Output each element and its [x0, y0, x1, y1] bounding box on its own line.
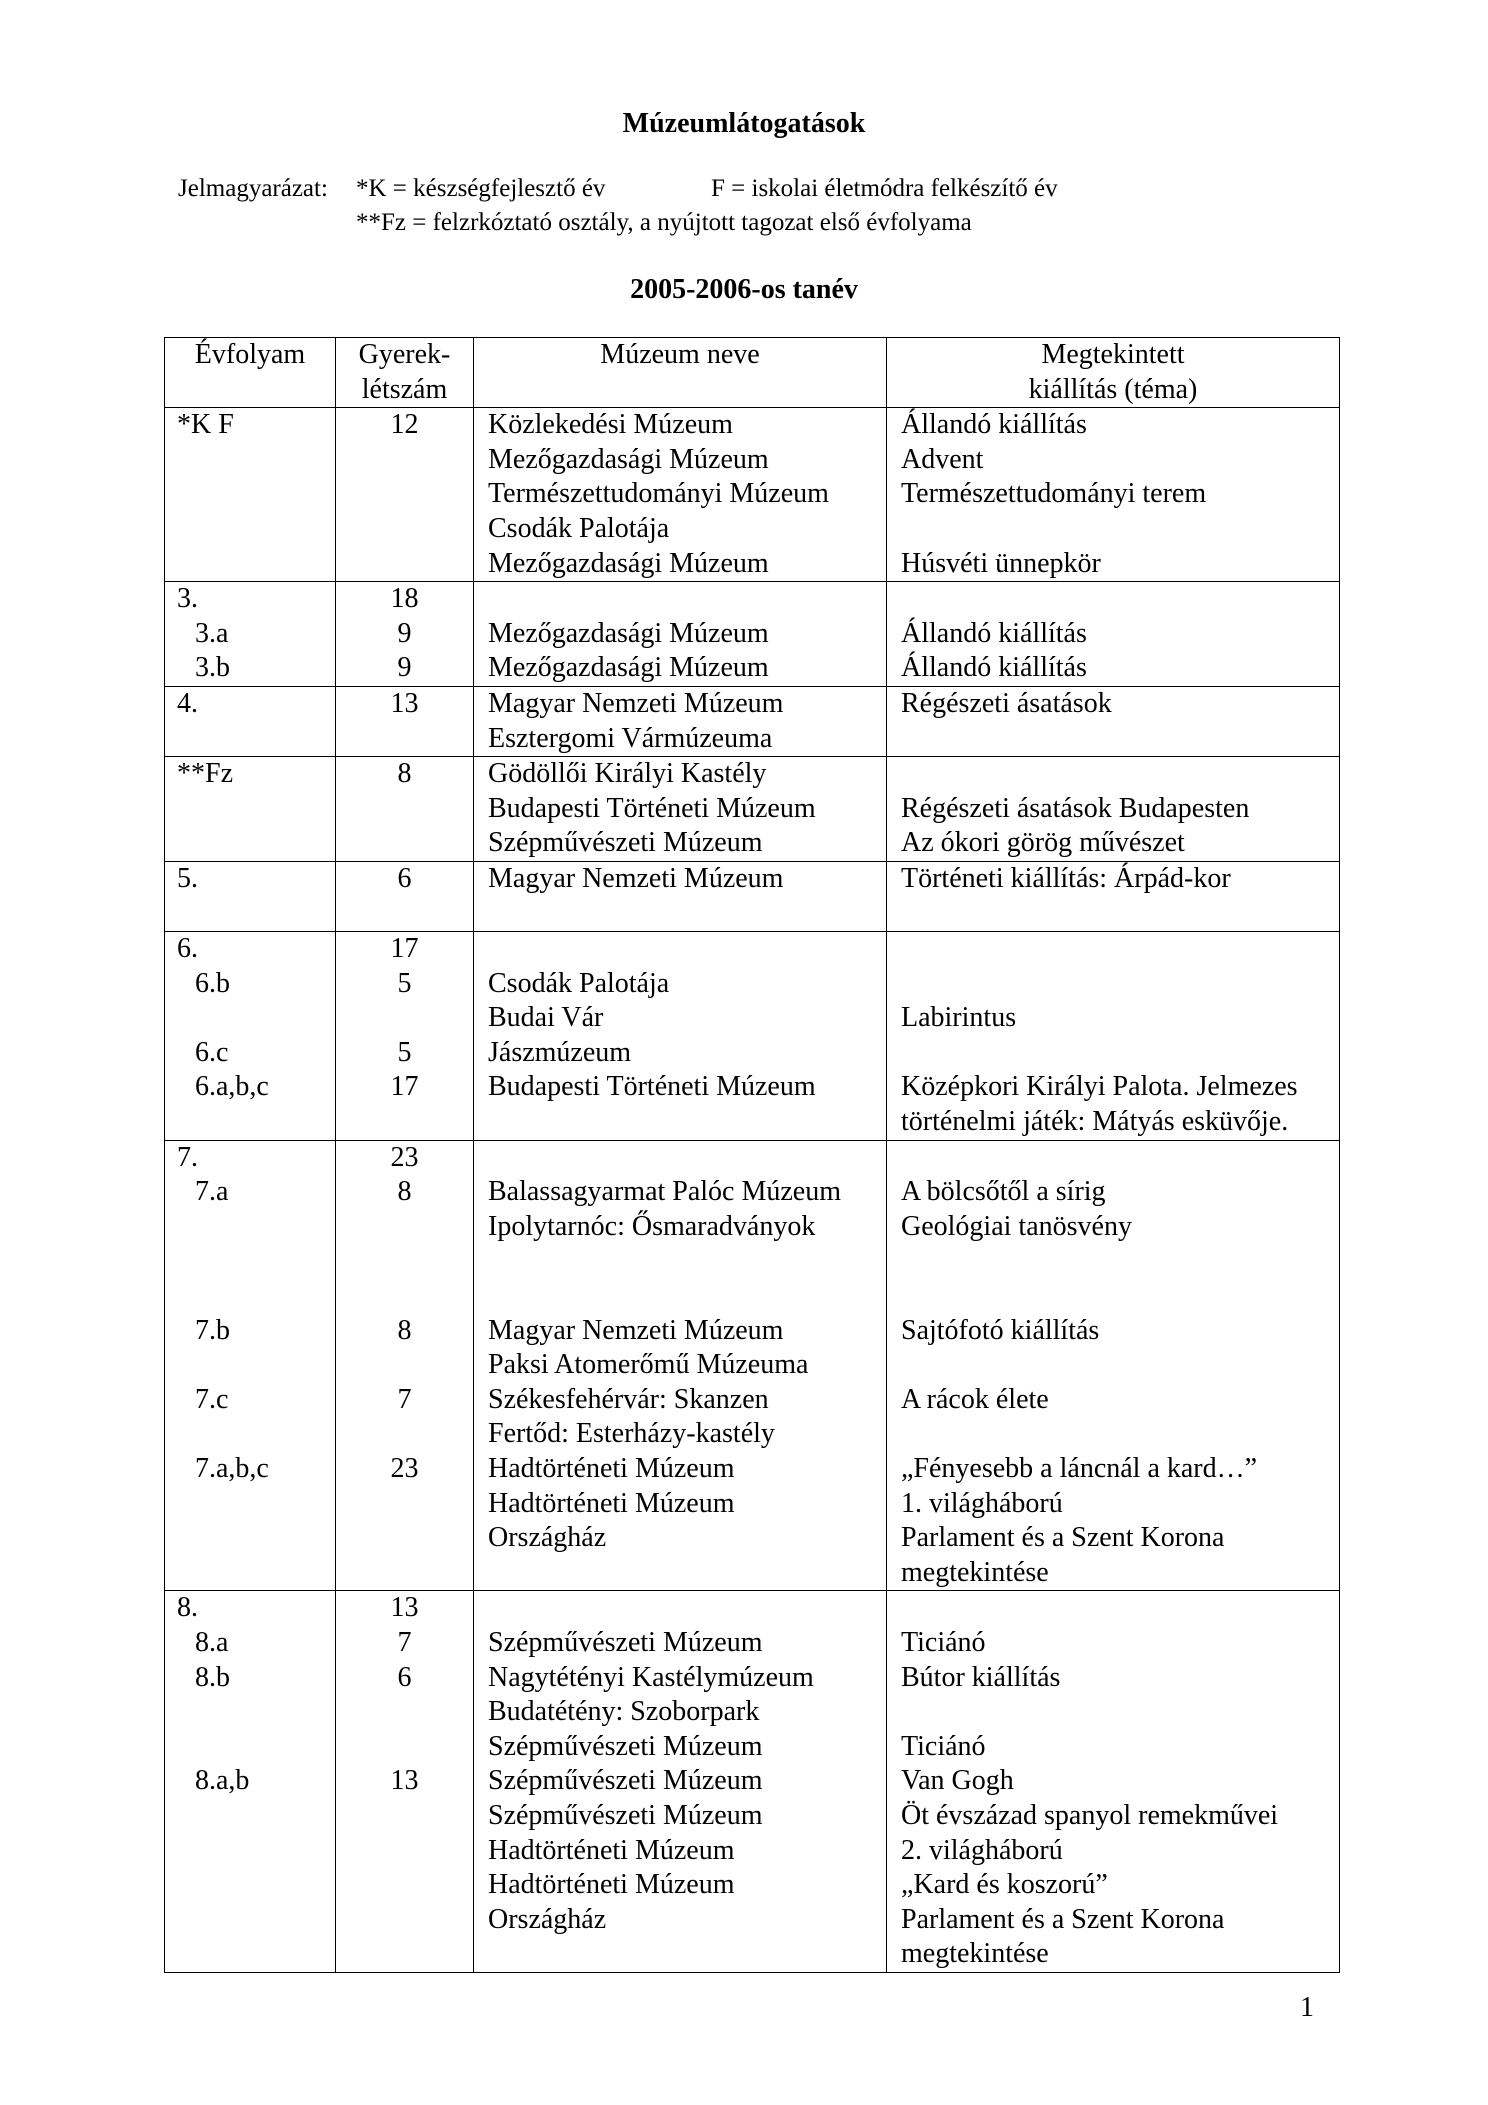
cell-line: [336, 1279, 473, 1314]
exhibition-cell: [887, 757, 1340, 862]
cell-line: [887, 932, 1339, 967]
cell-line: A bölcsőtől a sírig: [901, 1176, 1106, 1208]
cell-line: Hadtörténeti Múzeum: [488, 1834, 735, 1866]
cell-line: [336, 1695, 473, 1730]
cell-line: [336, 1348, 473, 1383]
cell-line: 13: [390, 1765, 419, 1797]
cell-line: Geológiai tanösvény: [901, 1210, 1132, 1242]
cell-line: „Kard és koszorú”: [901, 1869, 1108, 1901]
cell-line: [336, 477, 473, 512]
cell-line: Parlament és a Szent Korona: [901, 1522, 1225, 1554]
cell-line: Magyar Nemzeti Múzeum: [488, 1314, 784, 1346]
cell-line: 8: [397, 1176, 412, 1208]
cell-line: 9: [397, 652, 412, 684]
museum-cell: [474, 1591, 887, 1973]
cell-line: [336, 792, 473, 827]
cell-line: megtekintése: [901, 1938, 1049, 1970]
cell-line: [887, 1141, 1339, 1176]
count-cell: [336, 1140, 474, 1591]
cell-line: [474, 1141, 886, 1176]
cell-line: [165, 1799, 335, 1834]
cell-line: [336, 512, 473, 547]
cell-line: Régészeti ásatások Budapesten: [901, 792, 1250, 824]
cell-line: Budai Vár: [488, 1002, 604, 1034]
cell-line: Labirintus: [901, 1002, 1017, 1034]
cell-line: Advent: [901, 443, 984, 475]
cell-line: [336, 1417, 473, 1452]
cell-line: Balassagyarmat Palóc Múzeum: [488, 1176, 842, 1208]
cell-line: [165, 512, 335, 547]
cell-line: [887, 1036, 1339, 1071]
cell-line: Budapesti Történeti Múzeum: [488, 792, 816, 824]
cell-line: [336, 1210, 473, 1245]
museum-cell: [474, 861, 887, 931]
cell-line: Országház: [488, 1522, 607, 1554]
cell-line: [336, 1244, 473, 1279]
cell-line: [336, 1799, 473, 1834]
exhibition-cell: [887, 408, 1340, 582]
cell-line: 8.a: [195, 1626, 229, 1658]
cell-line: [165, 547, 335, 582]
cell-line: Ticiánó: [901, 1626, 986, 1658]
grade-cell: [165, 932, 336, 1141]
cell-line: [887, 897, 1339, 932]
cell-line: [336, 1001, 473, 1036]
cell-line: Magyar Nemzeti Múzeum: [488, 687, 784, 719]
cell-line: [474, 1591, 886, 1626]
grade-cell: [165, 582, 336, 687]
cell-line: [474, 1556, 886, 1591]
cell-line: 7.b: [195, 1314, 230, 1346]
cell-line: [165, 826, 335, 861]
cell-line: 8.b: [195, 1661, 230, 1693]
cell-line: [165, 1417, 335, 1452]
legend-f: F = iskolai életmódra felkészítő év: [711, 175, 1058, 202]
cell-line: [887, 1244, 1339, 1279]
cell-line: Ipolytarnóc: Ősmaradványok: [488, 1210, 816, 1242]
cell-line: [887, 1279, 1339, 1314]
cell-line: Csodák Palotája: [488, 512, 670, 544]
cell-line: 8: [397, 758, 412, 790]
cell-line: 6.a,b,c: [195, 1071, 269, 1103]
count-cell: [336, 582, 474, 687]
grade-cell: [165, 686, 336, 756]
cell-line: Bútor kiállítás: [901, 1661, 1061, 1693]
cell-line: [474, 932, 886, 967]
cell-line: Jászmúzeum: [488, 1036, 632, 1068]
cell-line: Természettudományi Múzeum: [488, 478, 829, 510]
cell-line: [474, 1105, 886, 1140]
cell-line: Székesfehérvár: Skanzen: [488, 1383, 769, 1415]
cell-line: [165, 1210, 335, 1245]
cell-line: Történeti kiállítás: Árpád-kor: [901, 862, 1231, 894]
grade-cell: [165, 1591, 336, 1973]
cell-line: Van Gogh: [901, 1765, 1014, 1797]
cell-line: [336, 1105, 473, 1140]
cell-line: [887, 582, 1339, 617]
exhibition-cell: [887, 861, 1340, 931]
table-body: [165, 408, 1340, 1973]
grade-cell: [165, 757, 336, 862]
grade-cell: [165, 861, 336, 931]
cell-line: [165, 1937, 335, 1972]
cell-line: [165, 1244, 335, 1279]
cell-line: Az ókori görög művészet: [901, 827, 1185, 859]
cell-line: Sajtófotó kiállítás: [901, 1314, 1100, 1346]
cell-line: Régészeti ásatások: [901, 687, 1112, 719]
cell-line: [165, 792, 335, 827]
legend-fz: **Fz = felzrkóztató osztály, a nyújtott tagozat első évfolyama: [356, 209, 972, 236]
cell-line: [165, 1105, 335, 1140]
cell-line: [887, 757, 1339, 792]
cell-line: [887, 1348, 1339, 1383]
cell-line: Közlekedési Múzeum: [488, 409, 733, 441]
cell-line: Hadtörténeti Múzeum: [488, 1869, 735, 1901]
cell-line: Hadtörténeti Múzeum: [488, 1487, 735, 1519]
cell-line: A rácok élete: [901, 1383, 1049, 1415]
museum-cell: [474, 1140, 887, 1591]
cell-line: 5: [397, 967, 412, 999]
header-exhibition: Megtekintett kiállítás (téma): [887, 338, 1340, 408]
table-row: [165, 686, 1340, 756]
cell-line: 7: [397, 1383, 412, 1415]
museum-cell: [474, 686, 887, 756]
table-row: [165, 1140, 1340, 1591]
cell-line: [336, 1521, 473, 1556]
exhibition-cell: [887, 1591, 1340, 1973]
cell-line: 6: [397, 1661, 412, 1693]
count-cell: [336, 686, 474, 756]
cell-line: Szépművészeti Múzeum: [488, 1730, 763, 1762]
table-row: [165, 932, 1340, 1141]
cell-line: [165, 1730, 335, 1765]
cell-line: [336, 722, 473, 757]
count-cell: [336, 408, 474, 582]
table-row: [165, 582, 1340, 687]
cell-line: Mezőgazdasági Múzeum: [488, 617, 769, 649]
cell-line: [887, 967, 1339, 1002]
museum-cell: [474, 932, 887, 1141]
cell-line: 5: [397, 1036, 412, 1068]
cell-line: 3.b: [195, 652, 230, 684]
exhibition-cell: [887, 582, 1340, 687]
cell-line: [887, 1591, 1339, 1626]
cell-line: [336, 443, 473, 478]
exhibition-cell: [887, 686, 1340, 756]
cell-line: történelmi játék: Mátyás esküvője.: [901, 1106, 1289, 1138]
cell-line: 7.a: [195, 1176, 229, 1208]
exhibition-cell: [887, 932, 1340, 1141]
header-count: Gyerek- létszám: [336, 338, 474, 408]
cell-line: 1. világháború: [901, 1487, 1063, 1519]
table-row: [165, 757, 1340, 862]
cell-line: 3.: [177, 583, 198, 615]
cell-line: 23: [390, 1141, 419, 1173]
page-title: Múzeumlátogatások: [622, 108, 866, 139]
exhibition-cell: [887, 1140, 1340, 1591]
cell-line: [887, 512, 1339, 547]
cell-line: „Fényesebb a láncnál a kard…”: [901, 1453, 1258, 1484]
cell-line: Öt évszázad spanyol remekművei: [901, 1799, 1279, 1831]
cell-line: Országház: [488, 1903, 607, 1935]
cell-line: [474, 1279, 886, 1314]
school-year-heading: 2005-2006-os tanév: [630, 274, 858, 305]
cell-line: Szépművészeti Múzeum: [488, 1626, 763, 1658]
cell-line: [336, 826, 473, 861]
cell-line: [165, 1695, 335, 1730]
cell-line: Szépművészeti Múzeum: [488, 1765, 763, 1797]
cell-line: Budapesti Történeti Múzeum: [488, 1071, 816, 1103]
cell-line: Szépművészeti Múzeum: [488, 1799, 763, 1831]
cell-line: 6.c: [195, 1036, 229, 1068]
cell-line: Magyar Nemzeti Múzeum: [488, 862, 784, 894]
cell-line: [165, 897, 335, 932]
cell-line: Középkori Királyi Palota. Jelmezes: [901, 1071, 1298, 1103]
cell-line: [165, 1487, 335, 1522]
cell-line: Állandó kiállítás: [901, 409, 1087, 441]
cell-line: 6.b: [195, 967, 230, 999]
cell-line: [165, 477, 335, 512]
cell-line: [336, 897, 473, 932]
cell-line: Parlament és a Szent Korona: [901, 1903, 1225, 1935]
count-cell: [336, 932, 474, 1141]
cell-line: Állandó kiállítás: [901, 652, 1087, 684]
cell-line: 23: [390, 1453, 419, 1484]
cell-line: 7.: [177, 1141, 198, 1173]
museum-cell: [474, 408, 887, 582]
cell-line: 17: [390, 933, 419, 965]
cell-line: Fertőd: Esterházy-kastély: [488, 1418, 775, 1450]
table-row: [165, 408, 1340, 582]
cell-line: 18: [390, 583, 419, 615]
cell-line: [336, 547, 473, 582]
page-number: 1: [1300, 1992, 1314, 2023]
cell-line: Mezőgazdasági Múzeum: [488, 652, 769, 684]
cell-line: Csodák Palotája: [488, 967, 670, 999]
cell-line: 7: [397, 1626, 412, 1658]
cell-line: [887, 1417, 1339, 1452]
table-row: [165, 1591, 1340, 1973]
cell-line: [165, 1834, 335, 1869]
cell-line: 8.a,b: [195, 1765, 250, 1797]
cell-line: Mezőgazdasági Múzeum: [488, 547, 769, 579]
cell-line: Paksi Atomerőmű Múzeuma: [488, 1349, 809, 1381]
cell-line: 7.c: [195, 1383, 229, 1415]
legend-k: *K = készségfejlesztő év: [356, 175, 606, 202]
cell-line: 8: [397, 1314, 412, 1346]
cell-line: [336, 1834, 473, 1869]
cell-line: *K F: [177, 409, 234, 441]
table-header-row: [165, 338, 1340, 408]
cell-line: [336, 1730, 473, 1765]
cell-line: Nagytétényi Kastélymúzeum: [488, 1661, 814, 1693]
cell-line: [336, 1487, 473, 1522]
museum-cell: [474, 757, 887, 862]
cell-line: 6.: [177, 933, 198, 965]
cell-line: [474, 582, 886, 617]
cell-line: [165, 1556, 335, 1591]
cell-line: 7.a,b,c: [195, 1453, 269, 1484]
count-cell: [336, 1591, 474, 1973]
grade-cell: [165, 1140, 336, 1591]
cell-line: Szépművészeti Múzeum: [488, 827, 763, 859]
museum-cell: [474, 582, 887, 687]
cell-line: 13: [390, 687, 419, 719]
cell-line: 17: [390, 1071, 419, 1103]
cell-line: Természettudományi terem: [901, 478, 1207, 510]
cell-line: 6: [397, 862, 412, 894]
cell-line: [474, 1244, 886, 1279]
cell-line: [165, 1001, 335, 1036]
cell-line: Budatétény: Szoborpark: [488, 1696, 760, 1728]
cell-line: [165, 1903, 335, 1938]
cell-line: Hadtörténeti Múzeum: [488, 1453, 735, 1484]
cell-line: 12: [390, 409, 419, 441]
cell-line: Esztergomi Vármúzeuma: [488, 722, 773, 754]
cell-line: megtekintése: [901, 1556, 1049, 1588]
cell-line: Gödöllői Királyi Kastély: [488, 758, 767, 790]
cell-line: [165, 722, 335, 757]
table-row: [165, 861, 1340, 931]
cell-line: [165, 443, 335, 478]
cell-line: 13: [390, 1592, 419, 1624]
cell-line: 9: [397, 617, 412, 649]
cell-line: 4.: [177, 687, 198, 719]
cell-line: [165, 1521, 335, 1556]
cell-line: [474, 897, 886, 932]
cell-line: **Fz: [177, 758, 233, 790]
museum-visits-table: [164, 337, 1340, 1973]
cell-line: [336, 1556, 473, 1591]
cell-line: Mezőgazdasági Múzeum: [488, 443, 769, 475]
cell-line: Állandó kiállítás: [901, 617, 1087, 649]
header-grade: Évfolyam: [165, 338, 336, 408]
cell-line: 3.a: [195, 617, 229, 649]
grade-cell: [165, 408, 336, 582]
cell-line: Ticiánó: [901, 1730, 986, 1762]
count-cell: [336, 757, 474, 862]
count-cell: [336, 861, 474, 931]
cell-line: [336, 1868, 473, 1903]
cell-line: 8.: [177, 1592, 198, 1624]
cell-line: 5.: [177, 862, 198, 894]
cell-line: [165, 1348, 335, 1383]
cell-line: [336, 1937, 473, 1972]
cell-line: [336, 1903, 473, 1938]
legend-label: Jelmagyarázat:: [178, 175, 328, 202]
cell-line: [165, 1279, 335, 1314]
cell-line: Húsvéti ünnepkör: [901, 547, 1101, 579]
cell-line: [887, 1695, 1339, 1730]
cell-line: [474, 1937, 886, 1972]
header-museum: Múzeum neve: [474, 338, 887, 408]
cell-line: 2. világháború: [901, 1834, 1063, 1866]
cell-line: [165, 1868, 335, 1903]
cell-line: [887, 722, 1339, 757]
